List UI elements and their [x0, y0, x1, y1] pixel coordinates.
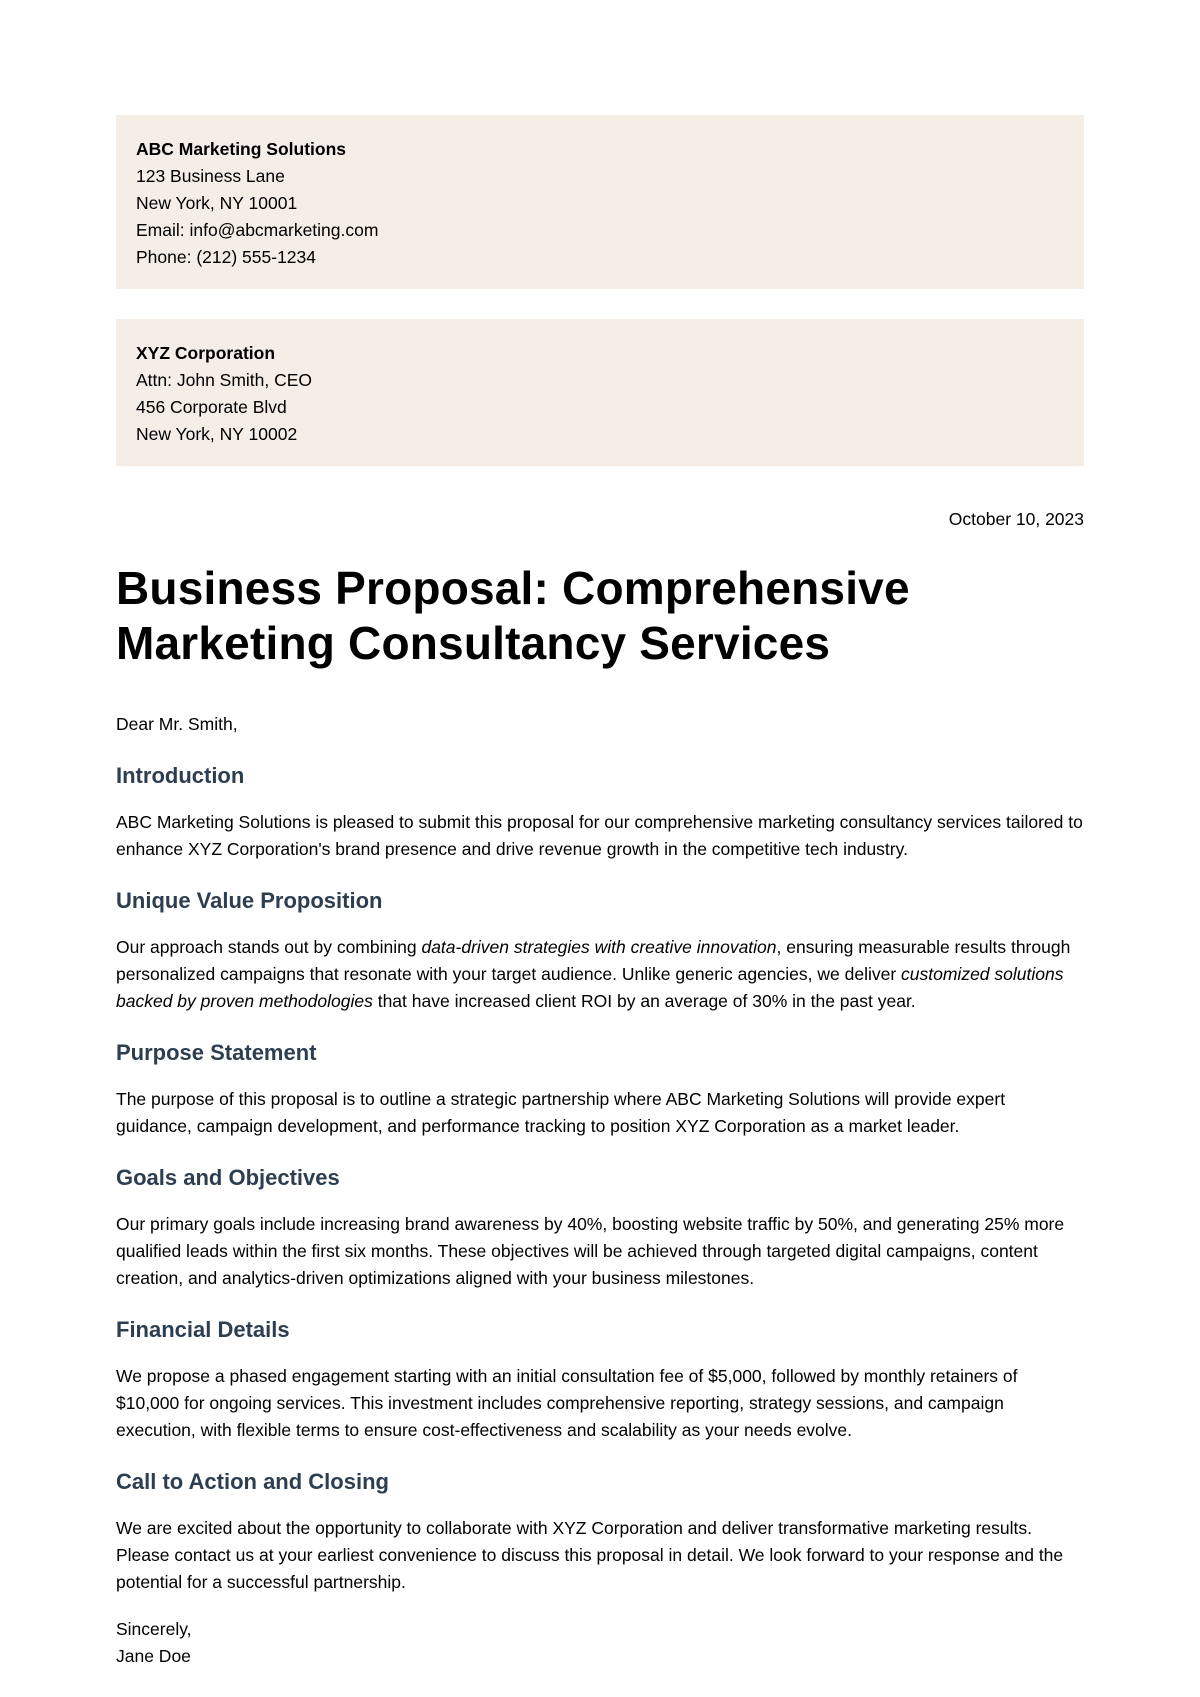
uvp-emphasis-2: customized solutions backed by proven methodologies — [116, 964, 1064, 1011]
valediction: Sincerely, — [116, 1619, 192, 1639]
section-heading-introduction: Introduction — [116, 763, 245, 788]
uvp-text-part1: Our approach stands out by combining — [116, 937, 422, 957]
uvp-emphasis-1: data-driven strategies with creative innovation — [421, 937, 777, 957]
section-heading-call-to-action: Call to Action and Closing — [116, 1469, 389, 1494]
section-body-call-to-action: We are excited about the opportunity to collaborate with XYZ Corporation and deliver transformative marketing results. Please contact us at your earliest convenience to discuss this proposal in detail. We look forward to your response and the potential for a successful partnership. — [116, 1518, 1064, 1592]
letter-date: October 10, 2023 — [948, 509, 1084, 529]
sender-address-line2: New York, NY 10001 — [136, 193, 298, 213]
recipient-address-line2: New York, NY 10002 — [136, 424, 298, 444]
section-heading-financial-details: Financial Details — [116, 1317, 290, 1342]
document-title: Business Proposal: Comprehensive Marketing Consultancy Services — [116, 562, 910, 669]
section-body-goals-objectives: Our primary goals include increasing brand awareness by 40%, boosting website traffic by 50%, and generating 25% more qualified leads within the first six months. These objectives will be achieved through targeted digital campaigns, content creation, and analytics-driven optimizations aligned with your business milestones. — [116, 1214, 1065, 1288]
recipient-address-line1: 456 Corporate Blvd — [136, 397, 287, 417]
sender-phone: Phone: (212) 555-1234 — [136, 247, 316, 267]
signer-name: Jane Doe — [116, 1646, 191, 1666]
section-body-introduction: ABC Marketing Solutions is pleased to submit this proposal for our comprehensive marketing consultancy services tailored to enhance XYZ Corporation's brand presence and drive revenue growth in the competitive tech industry. — [116, 812, 1083, 859]
sender-email: Email: info@abcmarketing.com — [136, 220, 379, 240]
closing-block — [116, 1616, 1084, 1670]
section-heading-goals-objectives: Goals and Objectives — [116, 1165, 340, 1190]
section-body-financial-details: We propose a phased engagement starting with an initial consultation fee of $5,000, followed by monthly retainers of $10,000 for ongoing services. This investment includes comprehensive reporting, strategy sessions, and campaign execution, with flexible terms to ensure cost-effectiveness and scalability as your needs evolve. — [116, 1366, 1018, 1440]
sender-address-block — [116, 115, 1084, 289]
salutation: Dear Mr. Smith, — [116, 714, 238, 734]
uvp-text-part2: , ensuring measurable results through personalized campaigns that resonate with your target audience. Unlike generic agencies, we deliver — [116, 937, 1071, 984]
sender-name: ABC Marketing Solutions — [136, 139, 347, 159]
section-heading-unique-value-proposition: Unique Value Proposition — [116, 888, 383, 913]
uvp-text-part3: that have increased client ROI by an average of 30% in the past year. — [372, 991, 916, 1011]
section-heading-purpose-statement: Purpose Statement — [116, 1040, 317, 1065]
recipient-attn: Attn: John Smith, CEO — [136, 370, 313, 390]
section-body-purpose-statement: The purpose of this proposal is to outline a strategic partnership where ABC Marketing Solutions will provide expert guidance, campaign development, and performance tracking to position XYZ Corporation as a market leader. — [116, 1089, 1006, 1136]
sender-address-line1: 123 Business Lane — [136, 166, 285, 186]
recipient-name: XYZ Corporation — [136, 343, 276, 363]
recipient-address-block — [116, 319, 1084, 466]
section-body-unique-value-proposition — [116, 934, 1084, 1015]
